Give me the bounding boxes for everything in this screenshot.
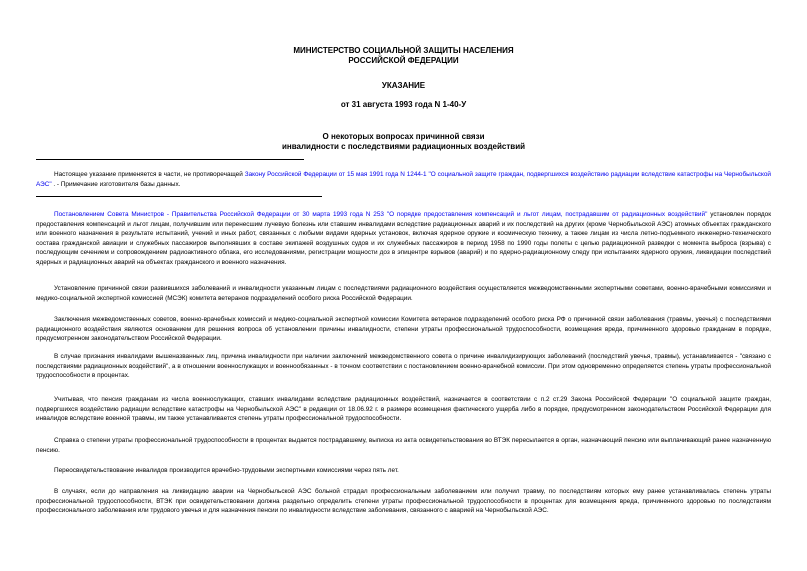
paragraph-text: установлен порядок предоставления компенсаций и льгот лицам, получившим или перенесшим лучевую болезнь или ставшим инвалидами вследствие радиационных аварий и их последствий на других (кроме Чернобыльской АЭС) атомных объектах гражданского или военного назначения в результате испытаний, учений и иных работ, связанных с любыми видами ядерных установок, включая ядерное оружие и космическую технику, а также лицам из числа летно-подъемного инженерно-технического состава гражданской авиации и служебных пассажиров выполнявших в составе экипажей воздушных судов и их служебных пассажиров в период 1958 по 1990 годы полеты с целью радиационной разведки с момента выброса (взрыва) с последующим сечением и сопровождением радиоактивного облака, его исследованиями, регистрации мощности доз в эпицентре взрывов (аварий) и по ядерно-радиационному следу при испытаниях ядерного оружия, ликвидации последствий ядерных и радиационных аварий на объектах гражданского и военного назначения. <box>36 211 771 266</box>
resolution-253-link[interactable]: Постановлением Совета Министров - Правительства Российской Федерации от 30 марта 1993 года N 253 "О порядке предоставления компенсаций и льгот лицам, пострадавшим от радиационных воздействий" <box>54 211 708 218</box>
paragraph-certificate <box>36 436 771 455</box>
paragraph-causal-link <box>36 284 771 303</box>
ministry-name: МИНИСТЕРСТВО СОЦИАЛЬНОЙ ЗАЩИТЫ НАСЕЛЕНИЯ РОССИЙСКОЙ ФЕДЕРАЦИИ <box>293 46 514 65</box>
paragraph-text: В случае признания инвалидами вышеназванных лиц, причина инвалидности при наличии заключений межведомственного совета о причине инвалидизирующих заболеваний (последствий увечья, травмы), устанавливается - "связано с последствиями радиационных воздействий", а в отношении военнослужащих и военнообязанных - в точном соответствии с постановлением военно-врачебной комиссии. При этом одновременно определяется степень утраты профессиональной трудоспособности в процентах. <box>36 353 771 380</box>
note-text-before: Настоящее указание применяется в части, не противоречащей <box>54 171 245 178</box>
paragraph-text: Заключения межведомственных советов, военно-врачебных комиссий и медико-социальной экспертной комиссии Комитета ветеранов подразделений особого риска РФ о причинной связи заболевания (травмы, увечья) с последствиями радиационного воздействия являются основанием для решения вопроса об установлении причины инвалидности, степени утраты профессиональной трудоспособности, возмещения вреда, причиненного здоровью гражданам в порядке, предусмотренном законодательством Российской Федерации. <box>36 316 771 343</box>
note-divider-top <box>36 159 304 160</box>
paragraph-text: Установление причинной связи развившихся заболеваний и инвалидности указанным лицам с последствиями радиационного воздействия осуществляется межведомственными экспертными советами, военно-врачебными комиссиями и медико-социальной экспертной комиссией (МСЭК) комитета ветеранов подразделений особого риска Российской Федерации. <box>36 285 771 302</box>
document-date-number: от 31 августа 1993 года N 1-40-У <box>340 100 467 109</box>
note-text-after: . - Примечание изготовителя базы данных. <box>51 180 181 188</box>
paragraph-disability-cause <box>36 352 771 381</box>
paragraph-text: Учитывая, что пенсия гражданам из числа военнослужащих, ставших инвалидами вследствие радиационных воздействий, назначается в соответствии с п.2 ст.29 Закона Российской Федерации "О социальной защите граждан, подвергшихся воздействию радиации вследствие катастрофы на Чернобыльской АЭС" в редакции от 18.06.92 г. в размере возмещения фактического ущерба либо в порядке, предусмотренном законодательством Российской Федерации для инвалидов вследствие военной травмы, им также устанавливается степень утраты профессиональной трудоспособности. <box>36 396 771 423</box>
document-title: О некоторых вопросах причинной связи инвалидности с последствиями радиационных воздействий <box>281 132 526 151</box>
law-1244-1-link[interactable]: Закону Российской Федерации от 15 мая 1991 года N 1244-1 "О социальной защите граждан, подвергшихся воздействию радиации вследствие катастрофы на Чернобыльской АЭС" <box>36 171 771 188</box>
paragraph-occupational-disease <box>36 487 771 516</box>
paragraph-resolution-253 <box>36 210 771 268</box>
paragraph-conclusions <box>36 315 771 344</box>
paragraph-text: В случаях, если до направления на ликвидацию аварии на Чернобыльской АЭС больной страдал профессиональным заболеванием или получил травму, по последствиям которых ему ранее устанавливалась степень утраты профессиональной трудоспособности, ВТЭК при освидетельствовании должна раздельно определить степени утраты профессиональной трудоспособности в процентах для возмещения вреда, причиненного здоровью по последствиям профессионального заболевания или трудового увечья и для назначения пенсии по инвалидности вследствие заболевания, связанного с аварией на Чернобыльской АЭС. <box>36 488 771 515</box>
ministry-heading <box>150 46 657 66</box>
paragraph-text: Справка о степени утраты профессиональной трудоспособности в процентах выдается пострадавшему, выписка из акта освидетельствования во ВТЭК пересылается в орган, назначающий пенсию или выплачивающий ранее назначенную пенсию. <box>36 437 771 454</box>
paragraph-reexamination <box>36 466 771 476</box>
paragraph-military-pension <box>36 395 771 424</box>
document-type: УКАЗАНИЕ <box>381 81 426 90</box>
editor-note <box>36 170 771 189</box>
note-divider-bottom <box>36 196 322 197</box>
paragraph-text: Переосвидетельствование инвалидов производится врачебно-трудовыми экспертными комиссиями через пять лет. <box>54 467 399 474</box>
